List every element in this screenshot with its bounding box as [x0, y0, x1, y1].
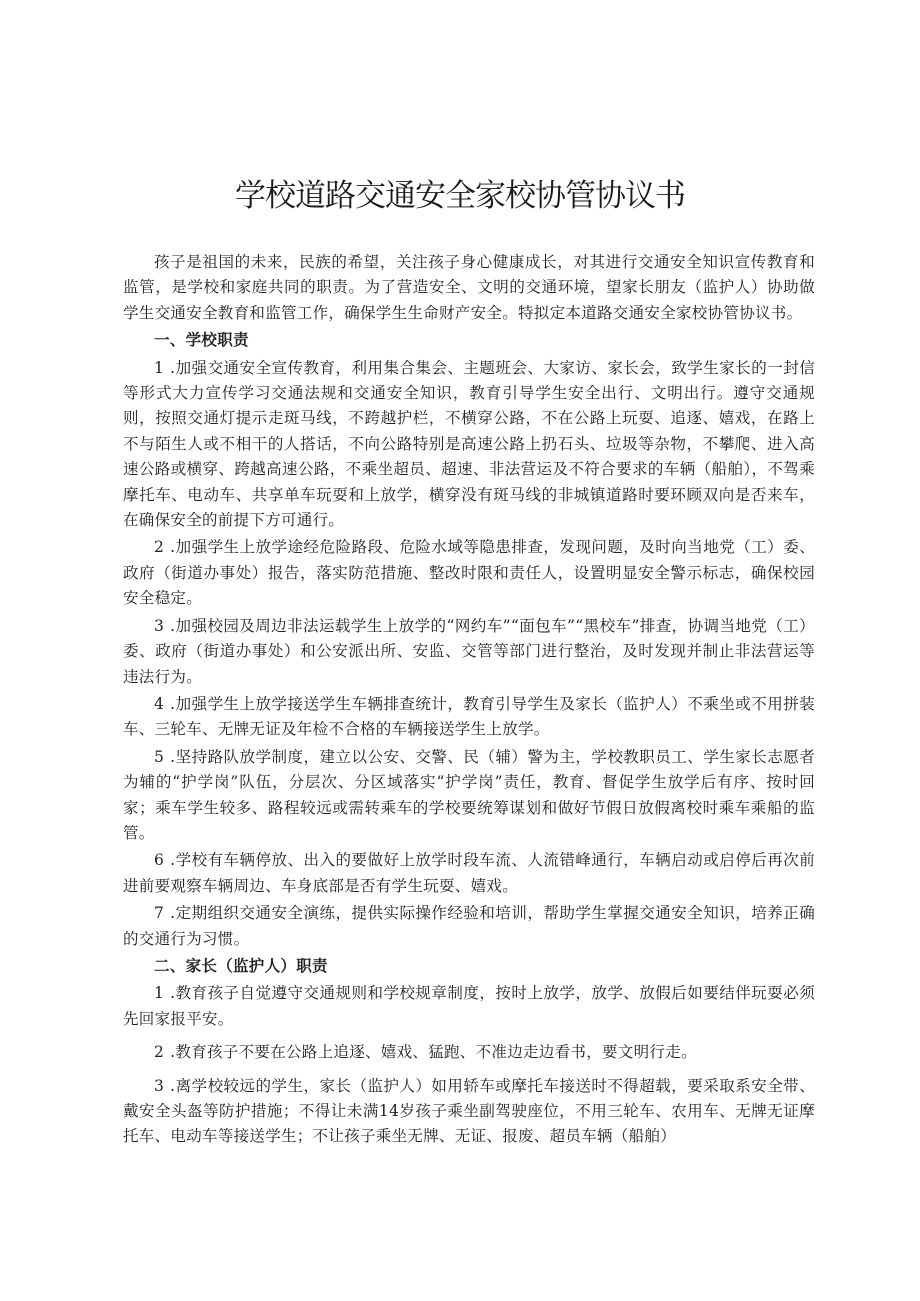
- item-text: .加强学生上放学接送学生车辆排查统计，教育引导学生及家长（监护人）不乘坐或不用拼装车、三轮车、无牌无证及年检不合格的车辆接送学生上放学。: [123, 694, 815, 739]
- school-duty-item-2: [123, 535, 815, 611]
- item-number: 7: [154, 904, 165, 923]
- item-text: .学校有车辆停放、出入的要做好上放学时段车流、人流错峰通行，车辆启动或启停后再次前进前要观察车辆周边、车身底部是否有学生玩耍、嬉戏。: [123, 851, 815, 895]
- parent-duty-item-1: [123, 981, 815, 1032]
- item-number: 5: [154, 747, 165, 766]
- item-text: .教育孩子不要在公路上追逐、嬉戏、猛跑、不准边走边看书，要文明行走。: [170, 1043, 697, 1062]
- item-number: 6: [154, 851, 165, 870]
- item-text: .加强校园及周边非法运载学生上放学的“网约车”“面包车”“黑校车”排查，协调当地党（工）委、政府（街道办事处）和公安派出所、安监、交管等部门进行整治，及时发现并制止非法营运等违法行为。: [123, 616, 815, 686]
- school-duty-item-7: [123, 901, 815, 952]
- item-number: 4: [154, 694, 165, 713]
- parent-duty-item-2: [123, 1040, 815, 1065]
- item-text: .离学校较远的学生，家长（监护人）如用轿车或摩托车接送时不得超载，要采取系安全带、戴安全头盔等防护措施；不得让未满14岁孩子乘坐副驾驶座位，不用三轮车、农用车、无牌无证摩托车、电动车等接送学生；不让孩子乘坐无牌、无证、报废、超员车辆（船舶）: [123, 1076, 815, 1146]
- intro-paragraph: 孩子是祖国的未来，民族的希望，关注孩子身心健康成长，对其进行交通安全知识宣传教育和监管，是学校和家庭共同的职责。为了营造安全、文明的交通环境，望家长朋友（监护人）协助做学生交通安全教育和监管工作，确保学生生命财产安全。特拟定本道路交通安全家校协管协议书。: [123, 253, 815, 322]
- item-text: .坚持路队放学制度，建立以公安、交警、民（辅）警为主，学校教职员工、学生家长志愿者为辅的“护学岗”队伍，分层次、分区域落实“护学岗”责任，教育、督促学生放学后有序、按时回家；乘车学生较多、路程较远或需转乘车的学校要统筹谋划和做好节假日放假离校时乘车乘船的监管。: [123, 747, 815, 842]
- parent-duty-item-3: [123, 1074, 815, 1150]
- item-number: 1: [154, 358, 165, 377]
- item-number: 1: [154, 984, 165, 1003]
- item-text: .加强交通安全宣传教育，利用集合集会、主题班会、大家访、家长会，致学生家长的一封信等形式大力宣传学习交通法规和交通安全知识，教育引导学生安全出行、文明出行。遵守交通规则，按照交通灯提示走斑马线，不跨越护栏，不横穿公路，不在公路上玩耍、追逐、嬉戏，在路上不与陌生人或不相干的人搭话，不向公路特别是高速公路上扔石头、垃圾等杂物，不攀爬、进入高速公路或横穿、跨越高速公路，不乘坐超员、超速、非法营运及不符合要求的车辆（船舶），不驾乘摩托车、电动车、共享单车玩耍和上放学，横穿没有斑马线的非城镇道路时要环顾双向是否来车，在确保安全的前提下方可通行。: [123, 358, 815, 530]
- school-duty-item-1: [123, 356, 815, 534]
- school-duty-item-5: [123, 745, 815, 847]
- item-text: .定期组织交通安全演练，提供实际操作经验和培训，帮助学生掌握交通安全知识，培养正确的交通行为习惯。: [123, 904, 815, 948]
- school-duty-item-4: [123, 692, 815, 743]
- section-heading-parent: 二、家长（监护人）职责: [154, 956, 328, 975]
- item-number: 3: [154, 1076, 165, 1095]
- item-text: .加强学生上放学途经危险路段、危险水域等隐患排查，发现问题，及时向当地党（工）委、政府（街道办事处）报告，落实防范措施、整改时限和责任人，设置明显安全警示标志，确保校园安全稳定。: [123, 538, 815, 608]
- item-text: .教育孩子自觉遵守交通规则和学校规章制度，按时上放学，放学、放假后如要结伴玩耍必须先回家报平安。: [123, 984, 815, 1028]
- document-body: [123, 250, 815, 1150]
- section-heading-school: 一、学校职责: [154, 331, 249, 350]
- item-number: 2: [154, 538, 165, 557]
- item-number: 2: [154, 1043, 165, 1062]
- school-duty-item-3: [123, 614, 815, 690]
- item-number: 3: [154, 616, 165, 635]
- school-duty-item-6: [123, 848, 815, 899]
- document-title: 学校道路交通安全家校协管协议书: [235, 178, 685, 214]
